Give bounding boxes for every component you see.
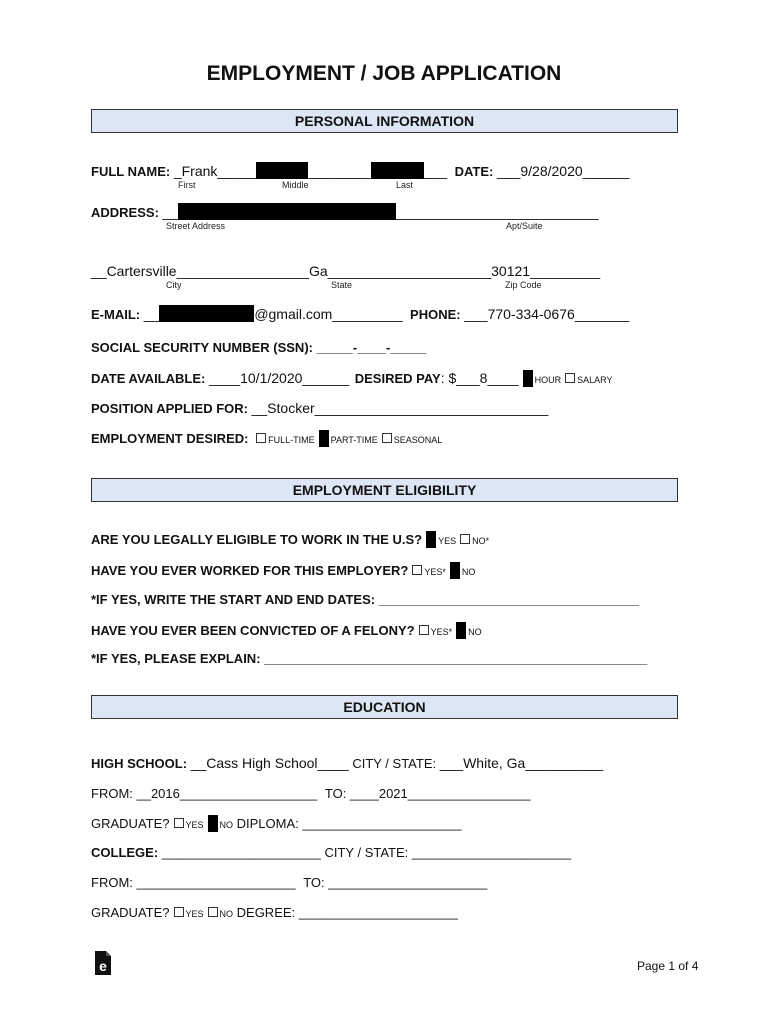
- salary-checkbox[interactable]: [565, 373, 575, 383]
- phone-label: PHONE:: [410, 307, 461, 322]
- employment-desired-row: [91, 430, 442, 447]
- hour-label: HOUR: [534, 375, 562, 385]
- college-city-state-field[interactable]: ______________________: [411, 845, 571, 860]
- q4-no-label: NO: [468, 627, 482, 637]
- q1-no-checkbox[interactable]: [460, 534, 470, 544]
- desired-pay-field[interactable]: : $___8____: [440, 370, 519, 386]
- full-name-label: FULL NAME:: [91, 164, 171, 179]
- college-degree-field[interactable]: DEGREE: ______________________: [236, 905, 458, 920]
- hs-no-checkbox-checked[interactable]: [208, 815, 218, 832]
- college-yes-label: YES: [185, 909, 204, 919]
- college-field[interactable]: ______________________: [161, 845, 321, 860]
- full-name-row: [91, 162, 629, 179]
- employment-desired-label: EMPLOYMENT DESIRED:: [91, 431, 249, 446]
- sub-apt-suite: Apt/Suite: [506, 221, 543, 231]
- q1-yes-checkbox-checked[interactable]: [426, 531, 436, 548]
- email-label: E-MAIL:: [91, 307, 141, 322]
- position-label: POSITION APPLIED FOR:: [91, 401, 248, 416]
- sub-middle: Middle: [282, 180, 309, 190]
- hs-yes-label: YES: [185, 820, 204, 830]
- full-name-first[interactable]: _Frank_____: [173, 163, 257, 179]
- eligibility-q1-row: [91, 531, 489, 548]
- hs-to-field[interactable]: TO: ____2021_________________: [324, 786, 531, 801]
- college-city-state-label: CITY / STATE:: [324, 845, 409, 860]
- full-name-last[interactable]: ___: [423, 163, 447, 179]
- eforms-logo-icon: [93, 950, 113, 976]
- seasonal-checkbox[interactable]: [382, 433, 392, 443]
- felony-explain-field[interactable]: *IF YES, PLEASE EXPLAIN: _____________________________________________________: [91, 651, 648, 666]
- eligibility-q4-label: HAVE YOU EVER BEEN CONVICTED OF A FELONY?: [91, 623, 415, 638]
- q2-yes-label: YES*: [424, 567, 446, 577]
- email-phone-row: [91, 305, 629, 322]
- hs-no-label: NO: [219, 820, 234, 830]
- part-time-checkbox-checked[interactable]: [319, 430, 329, 447]
- hs-city-state-label: CITY / STATE:: [352, 756, 437, 771]
- q2-no-checkbox-checked[interactable]: [450, 562, 460, 579]
- high-school-label: HIGH SCHOOL:: [91, 756, 188, 771]
- svg-text:e: e: [99, 958, 107, 974]
- date-label: DATE:: [454, 164, 494, 179]
- college-label: COLLEGE:: [91, 845, 159, 860]
- ssn-field[interactable]: SOCIAL SECURITY NUMBER (SSN): _____-____-_____: [91, 340, 427, 355]
- college-row: [91, 845, 571, 860]
- redaction-bar: [256, 162, 308, 179]
- redaction-bar: [371, 162, 424, 179]
- sub-city: City: [166, 280, 182, 290]
- eligibility-q4-row: [91, 622, 482, 639]
- sub-street-address: Street Address: [166, 221, 226, 231]
- hs-graduate-row: [91, 815, 461, 832]
- q1-yes-label: YES: [438, 536, 457, 546]
- page-number: Page 1 of 4: [637, 959, 699, 973]
- college-graduate-row: [91, 905, 458, 920]
- eligibility-q2-row: [91, 562, 475, 579]
- section-header-personal: PERSONAL INFORMATION: [91, 109, 678, 133]
- high-school-row: [91, 755, 603, 771]
- q4-yes-checkbox[interactable]: [419, 625, 429, 635]
- seasonal-label: SEASONAL: [393, 435, 443, 445]
- address-label: ADDRESS:: [91, 205, 159, 220]
- eligibility-q2-label: HAVE YOU EVER WORKED FOR THIS EMPLOYER?: [91, 563, 409, 578]
- part-time-label: PART-TIME: [330, 435, 378, 445]
- page-title: EMPLOYMENT / JOB APPLICATION: [206, 62, 562, 85]
- college-dates-row: [91, 875, 487, 890]
- full-time-label: FULL-TIME: [268, 435, 315, 445]
- sub-zip: Zip Code: [505, 280, 542, 290]
- position-field[interactable]: __Stocker______________________________: [251, 400, 549, 416]
- redaction-bar: [159, 305, 254, 322]
- hs-diploma-field[interactable]: DIPLOMA: ______________________: [236, 816, 462, 831]
- hs-dates-row: [91, 786, 531, 801]
- eligibility-dates-field[interactable]: *IF YES, WRITE THE START AND END DATES: ____________________________________: [91, 592, 639, 607]
- date-available-row: [91, 370, 612, 387]
- high-school-field[interactable]: __Cass High School____: [190, 755, 349, 771]
- hs-yes-checkbox[interactable]: [174, 818, 184, 828]
- college-no-label: NO: [219, 909, 234, 919]
- q4-no-checkbox-checked[interactable]: [456, 622, 466, 639]
- date-available-field[interactable]: ____10/1/2020______: [208, 370, 350, 386]
- college-to-field[interactable]: TO: ______________________: [303, 875, 488, 890]
- address-row: [91, 203, 599, 220]
- section-header-eligibility: EMPLOYMENT ELIGIBILITY: [91, 478, 678, 502]
- redaction-bar: [178, 203, 396, 220]
- q2-yes-checkbox[interactable]: [412, 565, 422, 575]
- q1-no-label: NO*: [472, 536, 490, 546]
- city-state-zip-field[interactable]: __Cartersville_________________Ga_____________________30121_________: [91, 263, 601, 279]
- position-row: [91, 400, 548, 416]
- address-field[interactable]: __________________________: [396, 204, 599, 220]
- hs-graduate-label: GRADUATE?: [91, 816, 170, 831]
- college-graduate-label: GRADUATE?: [91, 905, 170, 920]
- hs-from-field[interactable]: FROM: __2016___________________: [91, 786, 318, 801]
- q4-yes-label: YES*: [430, 627, 453, 637]
- college-from-field[interactable]: FROM: ______________________: [91, 875, 296, 890]
- full-time-checkbox[interactable]: [256, 433, 266, 443]
- hs-city-state-field[interactable]: ___White, Ga__________: [439, 755, 604, 771]
- date-field[interactable]: ___9/28/2020______: [497, 163, 630, 179]
- sub-first: First: [178, 180, 196, 190]
- sub-state: State: [331, 280, 353, 290]
- college-yes-checkbox[interactable]: [174, 907, 184, 917]
- college-no-checkbox[interactable]: [208, 907, 218, 917]
- eligibility-q1-label: ARE YOU LEGALLY ELIGIBLE TO WORK IN THE U.S?: [91, 532, 423, 547]
- full-name-middle[interactable]: ________: [308, 163, 371, 179]
- hour-checkbox-checked[interactable]: [523, 370, 533, 387]
- date-available-label: DATE AVAILABLE:: [91, 371, 206, 386]
- sub-last: Last: [396, 180, 414, 190]
- section-header-education: EDUCATION: [91, 695, 678, 719]
- phone-field[interactable]: ___770-334-0676_______: [464, 306, 630, 322]
- email-field[interactable]: @gmail.com_________: [254, 306, 403, 322]
- q2-no-label: NO: [461, 567, 476, 577]
- email-prefix: __: [143, 306, 160, 322]
- desired-pay-label: DESIRED PAY: [354, 371, 441, 386]
- salary-label: SALARY: [577, 375, 613, 385]
- address-prefix: __: [162, 204, 179, 220]
